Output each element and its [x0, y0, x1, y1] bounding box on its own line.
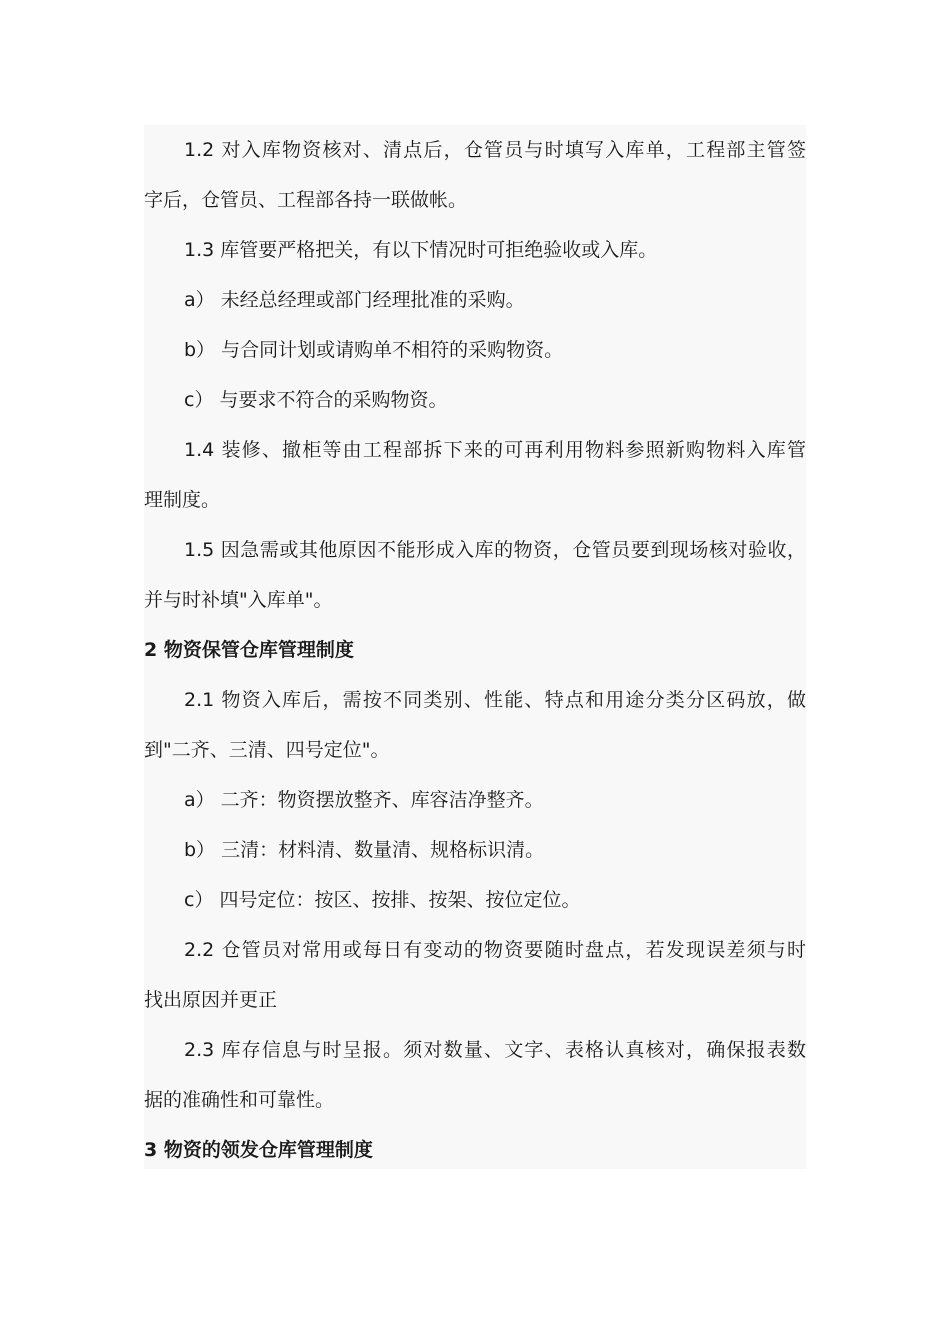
section-heading-3: 3 物资的领发仓库管理制度 [144, 1139, 373, 1161]
paragraph-1-3: 1.3 库管要严格把关，有以下情况时可拒绝验收或入库。 [184, 239, 658, 261]
paragraph-2-2-line-1: 2.2 仓管员对常用或每日有变动的物资要随时盘点，若发现误差须与时 [184, 939, 806, 961]
list-item-b: b） 与合同计划或请购单不相符的采购物资。 [184, 339, 564, 361]
paragraph-2-1-line-2: 到"二齐、三清、四号定位"。 [144, 739, 390, 761]
list-item-a-2: a） 二齐：物资摆放整齐、库容洁净整齐。 [184, 789, 544, 811]
paragraph-1-2-line-2: 字后，仓管员、工程部各持一联做帐。 [144, 189, 468, 211]
paragraph-1-4-line-2: 理制度。 [144, 489, 221, 511]
paragraph-2-3-line-2: 据的准确性和可靠性。 [144, 1089, 335, 1111]
paragraph-1-5-line-1: 1.5 因急需或其他原因不能形成入库的物资，仓管员要到现场核对验收， [184, 539, 806, 561]
paragraph-1-5-line-2: 并与时补填"入库单"。 [144, 589, 333, 611]
paragraph-1-4-line-1: 1.4 装修、撤柜等由工程部拆下来的可再利用物料参照新购物料入库管 [184, 439, 806, 461]
paragraph-2-3-line-1: 2.3 库存信息与时呈报。须对数量、文字、表格认真核对，确保报表数 [184, 1039, 806, 1061]
list-item-b-2: b） 三清：材料清、数量清、规格标识清。 [184, 839, 545, 861]
paragraph-2-2-line-2: 找出原因并更正 [144, 989, 278, 1011]
section-heading-2: 2 物资保管仓库管理制度 [144, 639, 354, 661]
list-item-a: a） 未经总经理或部门经理批准的采购。 [184, 289, 525, 311]
list-item-c-2: c） 四号定位：按区、按排、按架、按位定位。 [184, 889, 581, 911]
document-body [144, 125, 806, 1169]
paragraph-1-2-line-1: 1.2 对入库物资核对、清点后，仓管员与时填写入库单，工程部主管签 [184, 139, 806, 161]
list-item-c: c） 与要求不符合的采购物资。 [184, 389, 448, 411]
paragraph-2-1-line-1: 2.1 物资入库后，需按不同类别、性能、特点和用途分类分区码放，做 [184, 689, 806, 711]
